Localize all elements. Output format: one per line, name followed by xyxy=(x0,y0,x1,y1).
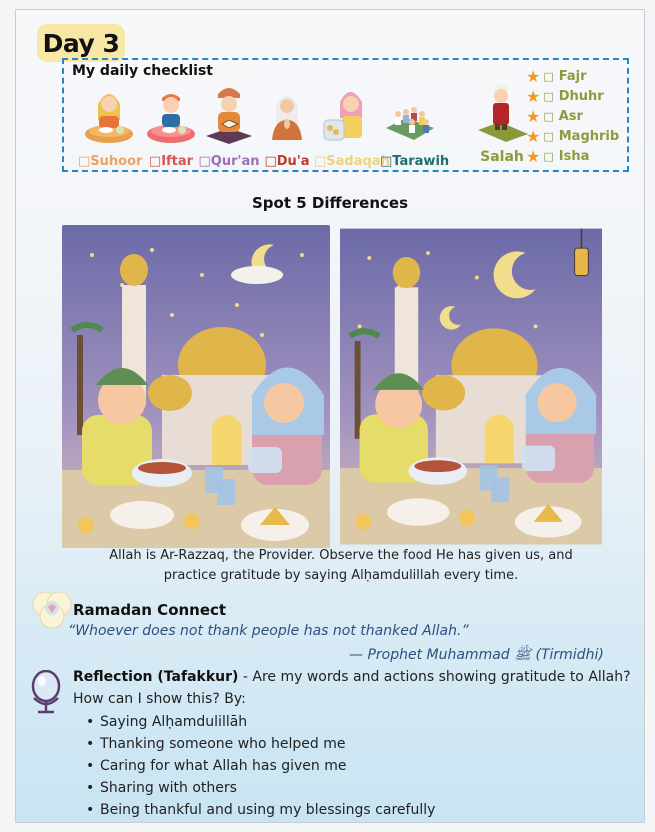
suhoor-girl-meal-icon xyxy=(84,84,134,146)
worksheet-page xyxy=(15,9,645,823)
prayer-asr[interactable] xyxy=(526,106,626,126)
prayer-dhuhr[interactable] xyxy=(526,86,626,106)
checklist-label-tarawih: □Tarawih xyxy=(380,154,450,169)
checklist-item-iftar[interactable] xyxy=(140,82,202,170)
star-icon: ★ xyxy=(526,146,541,166)
activity-caption xyxy=(76,546,606,586)
quran-reading-boy-icon xyxy=(204,84,254,146)
checklist-label-iftar: □Iftar xyxy=(148,154,194,169)
mirror-icon xyxy=(28,670,64,716)
checklist-item-quran[interactable] xyxy=(198,82,260,170)
iftar-scene-illustration-modified xyxy=(340,225,602,548)
list-item: • Being thankful and using my blessings carefully xyxy=(86,799,435,821)
reflection-bullet-list xyxy=(86,711,435,821)
scene-modified-image xyxy=(340,225,602,548)
checkbox-icon[interactable]: □ xyxy=(543,129,554,143)
checklist-item-sadaqah[interactable] xyxy=(314,82,390,170)
checklist-label-sadaqah: □Sadaqah xyxy=(314,154,390,169)
reflection-title: Reflection (Tafakkur) xyxy=(73,669,239,685)
iftar-scene-illustration xyxy=(62,225,330,548)
prayer-label: Fajr xyxy=(558,68,587,84)
checklist-label-suhoor: □Suhoor xyxy=(78,154,143,169)
iftar-boy-meal-icon xyxy=(146,84,196,146)
salah-boy-prayer-mat-icon xyxy=(474,76,530,146)
prayer-fajr[interactable] xyxy=(526,66,626,86)
ramadan-connect-title: Ramadan Connect xyxy=(73,601,227,619)
prayer-list xyxy=(526,66,626,166)
list-item: • Thanking someone who helped me xyxy=(86,733,435,755)
caption-line-2: practice gratitude by saying Alḥamdulillah every time. xyxy=(163,568,519,583)
prayer-label: Isha xyxy=(558,148,590,164)
checklist-item-suhoor[interactable] xyxy=(78,82,143,170)
list-item: • Sharing with others xyxy=(86,777,435,799)
star-icon: ★ xyxy=(526,86,541,106)
sadaqah-jar-girl-icon xyxy=(320,84,370,146)
list-item: • Caring for what Allah has given me xyxy=(86,755,435,777)
scene-original-image xyxy=(62,225,330,548)
checkbox-icon[interactable]: □ xyxy=(543,149,554,163)
star-icon: ★ xyxy=(526,126,541,146)
day-badge: Day 3 xyxy=(37,24,125,62)
checklist-label-dua: □Du'a xyxy=(264,154,310,169)
checklist-label-salah: Salah xyxy=(480,149,524,165)
daily-checklist xyxy=(62,58,629,172)
checkbox-icon[interactable]: □ xyxy=(543,109,554,123)
checklist-item-tarawih[interactable] xyxy=(380,82,450,170)
reflection-question xyxy=(73,669,631,685)
checkbox-icon[interactable]: □ xyxy=(543,69,554,83)
reflection-subheading: How can I show this? By: xyxy=(73,691,246,707)
activity-title: Spot 5 Differences xyxy=(251,194,409,212)
hadith-quote: “Whoever does not thank people has not thanked Allah.” xyxy=(68,623,469,639)
dua-praying-girl-icon xyxy=(262,84,312,146)
checklist-label-quran: □Qur'an xyxy=(198,154,260,169)
tarawih-congregation-icon xyxy=(386,84,436,146)
prayer-label: Asr xyxy=(558,108,583,124)
star-icon: ★ xyxy=(526,106,541,126)
checklist-item-dua[interactable] xyxy=(256,82,318,170)
prayer-isha[interactable] xyxy=(526,146,626,166)
reflection-question-text: - Are my words and actions showing gratitude to Allah? xyxy=(238,669,631,685)
prayer-label: Dhuhr xyxy=(558,88,604,104)
caption-line-1: Allah is Ar-Razzaq, the Provider. Observe the food He has given us, and xyxy=(109,548,573,563)
checkbox-icon[interactable]: □ xyxy=(543,89,554,103)
hadith-attribution: — Prophet Muhammad ﷺ (Tirmidhi) xyxy=(349,647,604,663)
list-item: • Saying Alḥamdulillāh xyxy=(86,711,435,733)
star-icon: ★ xyxy=(526,66,541,86)
prayer-maghrib[interactable] xyxy=(526,126,626,146)
prayer-label: Maghrib xyxy=(558,128,620,144)
checklist-title: My daily checklist xyxy=(72,63,213,79)
